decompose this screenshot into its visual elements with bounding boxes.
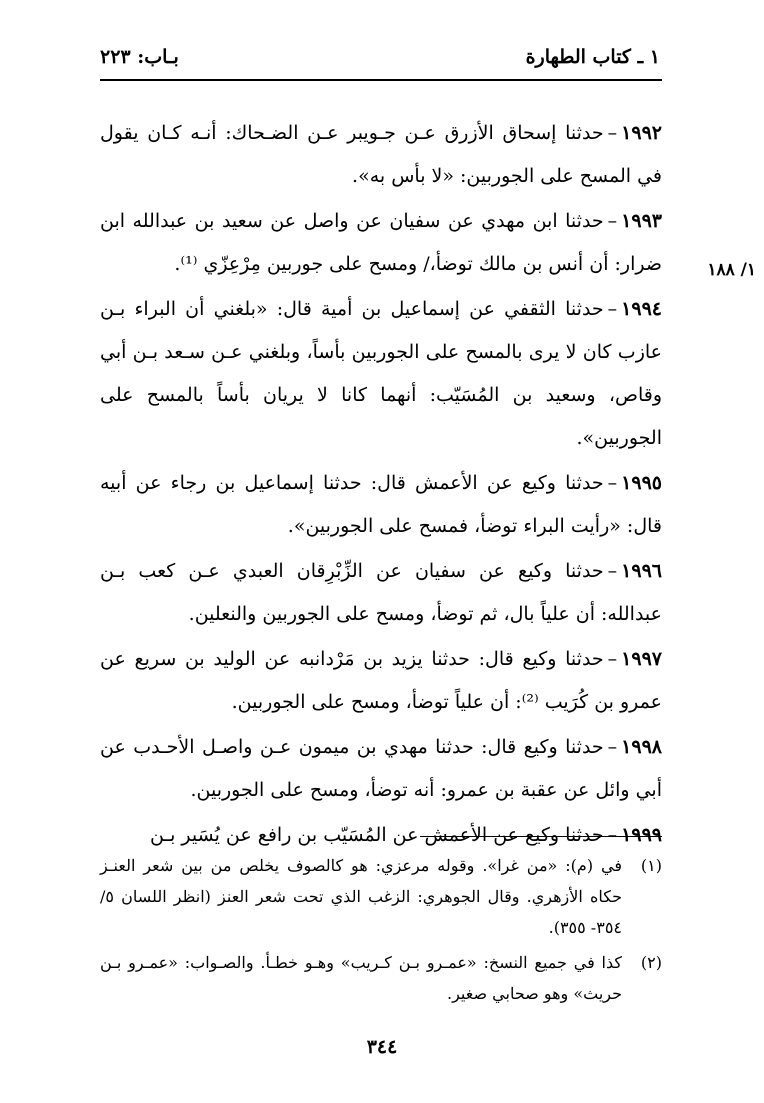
hadith-text: حدثنا إسحاق الأزرق عـن جـويبر عـن الضـحاك: أنـه كـان يقول في المسح على الجوربين: «لا بأس به». xyxy=(100,122,662,187)
hadith-number: ١٩٩٣ xyxy=(621,210,662,232)
hadith-text: حدثنا وكيع قال: حدثنا مهدي بن ميمون عـن واصـل الأحـدب عن أبي وائل عن عقبة بن عمرو: أنه توضأ، ومسح على الجوربين. xyxy=(100,736,662,801)
hadith-entry: ١٩٩٥–حدثنا وكيع عن الأعمش قال: حدثنا إسماعيل بن رجاء عن أبيه قال: «رأيت البراء توضأ، فمسح على الجوربين». xyxy=(100,472,662,537)
footnotes xyxy=(100,850,662,1013)
hadith-text: حدثنا وكيع عن الأعمش قال: حدثنا إسماعيل بن رجاء عن أبيه قال: «رأيت البراء توضأ، فمسح على الجوربين». xyxy=(100,472,662,537)
footnote-text: كذا في جميع النسخ: «عمـرو بـن كـريب» وهـو خطـأ. والصـواب: «عمـرو بـن حريث» وهو صحابي صغير. xyxy=(100,953,622,1003)
hadith-entry: ١٩٩٦–حدثنا وكيع عن سفيان عن الزِّبْرِقان العبدي عـن كعب بـن عبدالله: أن علياً بال، ثم توضأ، ومسح على الجوربين والنعلين. xyxy=(100,560,662,625)
hadith-text: حدثنا وكيع عن الأعمش عن المُسَيّب بن رافع عن يُسَير بـن xyxy=(150,824,604,846)
header-divider xyxy=(100,79,662,81)
margin-reference: ١/ ١٨٨ xyxy=(707,260,756,280)
hadith-list xyxy=(100,112,662,859)
footnote xyxy=(100,947,662,1009)
book-title: ١ ـ كتاب الطهارة xyxy=(525,46,660,68)
hadith-entry: ١٩٩٧–حدثنا وكيع قال: حدثنا يزيد بن مَرْدانبه عن الوليد بن سريع عن عمرو بن كُرَيب ⁽²⁾: أن علياً توضأ، ومسح على الجوربين. xyxy=(100,648,662,713)
hadith-number: ١٩٩٤ xyxy=(621,298,662,320)
hadith-number: ١٩٩٩ xyxy=(621,824,662,846)
hadith-number: ١٩٩٨ xyxy=(621,736,662,758)
hadith-text: حدثنا الثقفي عن إسماعيل بن أمية قال: «بلغني أن البراء بـن عازب كان لا يرى بالمسح على الجوربين بأساً، وبلغني عـن سـعد بـن أبي وقاص، وسعيد بن المُسَيّب: أنهما كانا لا يريان بأساً بالمسح على الجوربين». xyxy=(100,298,662,449)
footnote-mark: (١) xyxy=(640,856,662,875)
footnote-divider xyxy=(420,836,662,837)
hadith-number: ١٩٩٧ xyxy=(621,648,662,670)
hadith-number: ١٩٩٦ xyxy=(621,560,662,582)
hadith-entry: ١٩٩٨–حدثنا وكيع قال: حدثنا مهدي بن ميمون عـن واصـل الأحـدب عن أبي وائل عن عقبة بن عمرو: أنه توضأ، ومسح على الجوربين. xyxy=(100,736,662,801)
hadith-text: حدثنا وكيع قال: حدثنا يزيد بن مَرْدانبه عن الوليد بن سريع عن عمرو بن كُرَيب ⁽²⁾: أن علياً توضأ، ومسح على الجوربين. xyxy=(100,648,662,713)
hadith-text: حدثنا وكيع عن سفيان عن الزِّبْرِقان العبدي عـن كعب بـن عبدالله: أن علياً بال، ثم توضأ، ومسح على الجوربين والنعلين. xyxy=(100,560,662,625)
hadith-entry: ١٩٩٤–حدثنا الثقفي عن إسماعيل بن أمية قال: «بلغني أن البراء بـن عازب كان لا يرى بالمسح على الجوربين بأساً، وبلغني عـن سـعد بـن أبي وقاص، وسعيد بن المُسَيّب: أنهما كانا لا يريان بأساً بالمسح على الجوربين». xyxy=(100,298,662,449)
hadith-number: ١٩٩٥ xyxy=(621,472,662,494)
footnote-text: في (م): «من غرا». وقوله مرعزي: هو كالصوف يخلص من بين شعر العنـز حكاه الأزهري. وقال الجوهري: الزغب الذي تحت شعر العنز (انظر اللسان ٥/ ٣٥٤- ٣٥٥). xyxy=(100,856,622,937)
running-header xyxy=(100,40,660,74)
hadith-entry: ١٩٩٣–حدثنا ابن مهدي عن سفيان عن واصل عن سعيد بن عبدالله ابن ضرار: أن أنس بن مالك توضأ،/ ومسح على جوربين مِرْعِزّي ⁽¹⁾. xyxy=(100,210,662,275)
footnote-mark: (٢) xyxy=(640,953,662,972)
footnote xyxy=(100,850,662,943)
page-number: ٣٤٤ xyxy=(366,1036,398,1058)
hadith-entry: ١٩٩٢–حدثنا إسحاق الأزرق عـن جـويبر عـن الضـحاك: أنـه كـان يقول في المسح على الجوربين: «لا بأس به». xyxy=(100,122,662,187)
hadith-number: ١٩٩٢ xyxy=(621,122,662,144)
hadith-text: حدثنا ابن مهدي عن سفيان عن واصل عن سعيد بن عبدالله ابن ضرار: أن أنس بن مالك توضأ،/ ومسح على جوربين مِرْعِزّي ⁽¹⁾. xyxy=(100,210,662,275)
chapter-number: بـاب: ٢٢٣ xyxy=(100,46,179,68)
hadith-entry: ١٩٩٩–حدثنا وكيع عن الأعمش عن المُسَيّب بن رافع عن يُسَير بـن xyxy=(150,824,662,846)
